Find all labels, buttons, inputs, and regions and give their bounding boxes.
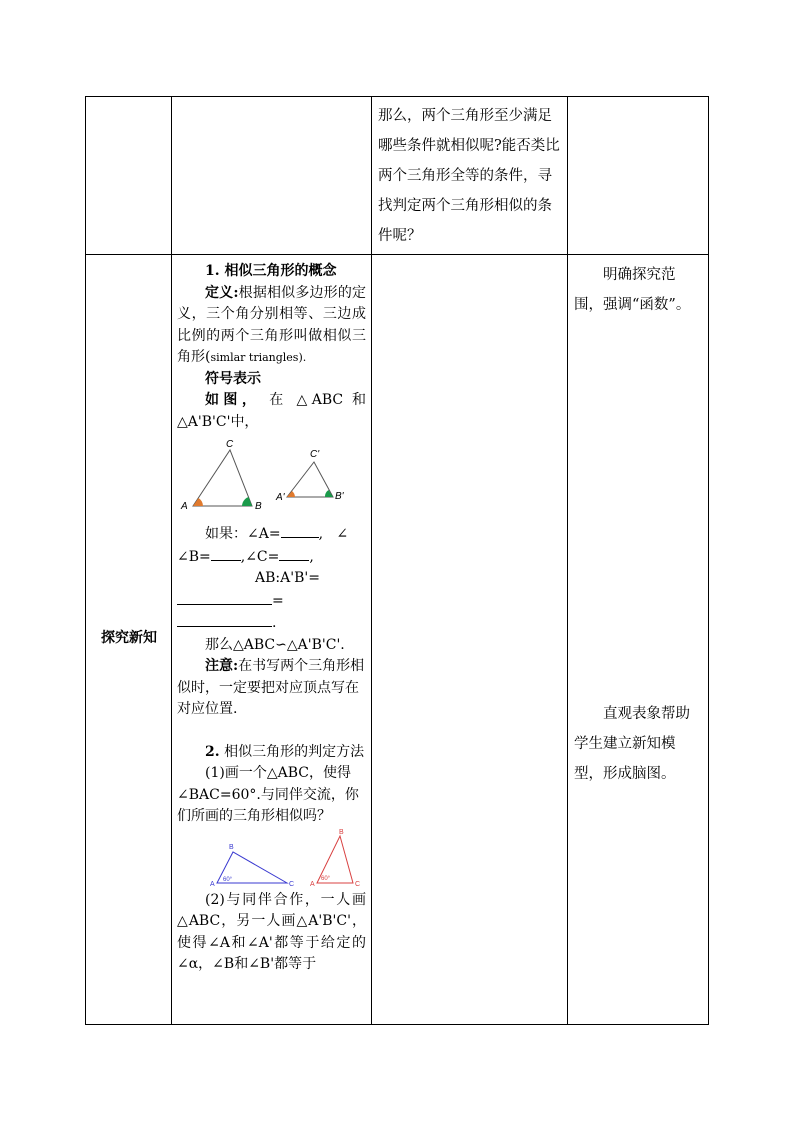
- symbol-title: 符号表示: [205, 370, 261, 387]
- ratio-line: AB:A'B'=: [255, 570, 320, 586]
- blank-angle-c: [279, 546, 309, 561]
- definition-text: 根据相似多边形的定义，三个角分别相等、三边成比例的两个三角形叫做相似三角形(: [177, 284, 367, 365]
- row-divider: [86, 254, 708, 255]
- blank-ratio-2: [177, 612, 272, 627]
- blank-angle-b: [211, 546, 241, 561]
- definition-paragraph: [177, 283, 366, 369]
- heading-concept: 1. 相似三角形的概念: [205, 263, 337, 279]
- heading-judgement: [177, 742, 366, 764]
- triangle-abc-prime-shape: [287, 462, 333, 497]
- label-a: A: [181, 501, 188, 512]
- definition-label: 定义:: [205, 284, 239, 301]
- triangle-abc: △ABC: [296, 392, 344, 408]
- if-text: 如果：∠A=: [205, 526, 281, 542]
- left-label-c: C: [289, 880, 295, 888]
- label-a-prime: A': [276, 492, 285, 503]
- and-text: 和: [352, 392, 366, 408]
- right-label-b: B: [339, 828, 344, 836]
- angle-60-figure: [177, 828, 366, 890]
- ratio-blank-line-2: [177, 612, 366, 635]
- label-b: B: [255, 501, 262, 512]
- note-label: 注意:: [205, 658, 239, 674]
- similar-triangles-figure: [177, 439, 366, 523]
- as-shown-label: 如图，: [205, 392, 261, 408]
- row1-question-text: 那么，两个三角形至少满足哪些条件就相似呢?能否类比两个三角形全等的条件，寻找判定两个三角形相似的条件呢？: [378, 108, 560, 244]
- ratio-blank-line: [177, 590, 366, 613]
- intent-text-1: 明确探究范围，强调“函数”。: [574, 267, 691, 313]
- heading2-text: 相似三角形的判定方法: [224, 743, 365, 760]
- left-label-b: B: [229, 843, 234, 851]
- step2-paragraph: (2)与同伴合作，一人画△ABC，另一人画△A'B'C'，使得∠A和∠A'都等于给定的∠α，∠B和∠B'都等于: [177, 891, 366, 972]
- right-label-c: C: [355, 880, 361, 888]
- spacer: [177, 721, 366, 742]
- label-c-prime: C': [310, 449, 320, 460]
- definition-end: ).: [298, 351, 307, 364]
- section-label: 探究新知: [101, 630, 157, 646]
- row2-content: [172, 257, 371, 976]
- angle-b-text: ∠B=: [177, 548, 211, 565]
- label-b-prime: B': [335, 491, 344, 502]
- triangle-abc-shape: [193, 450, 252, 506]
- blank-angle-a: [281, 523, 319, 538]
- as-shown-line: [177, 390, 366, 412]
- note-text: 在书写两个三角形相似时，一定要把对应顶点写在对应位置.: [177, 658, 365, 717]
- design-intent-2: [568, 695, 709, 789]
- right-label-a: A: [310, 880, 315, 888]
- column-divider: [567, 97, 568, 1024]
- then-line: 那么△ABC∽△A'B'C'.: [205, 636, 345, 653]
- triangle-abc-prime: △A'B'C': [177, 413, 231, 430]
- blank-ratio-1: [177, 590, 272, 605]
- angle-c-text: ∠C=: [245, 548, 280, 565]
- left-angle-label: 60°: [223, 876, 233, 883]
- period-sign: .: [272, 615, 277, 631]
- triangle-line: [177, 412, 366, 434]
- row1-teacher-activity: [372, 97, 567, 251]
- if-line: 如果：∠A= , ∠: [177, 523, 366, 546]
- in-text: 在: [269, 392, 288, 408]
- heading2-number: 2.: [205, 743, 220, 760]
- intent-text-2: 直观表象帮助学生建立新知模型，形成脑图。: [574, 706, 690, 782]
- right-angle-label: 60°: [321, 875, 331, 882]
- definition-english: simlar triangles: [210, 351, 299, 364]
- note-paragraph: [177, 656, 366, 721]
- lesson-table: [85, 96, 709, 1025]
- step1-paragraph: (1)画一个△ABC，使得∠BAC=60°.与同伴交流，你们所画的三角形相似吗？: [177, 765, 359, 824]
- angle-a-marker: [193, 498, 203, 506]
- angle-line: ∠B= ,∠C= ,: [177, 546, 366, 569]
- design-intent-1: [568, 256, 709, 320]
- zhong-text: 中，: [230, 413, 259, 430]
- equals-sign: =: [272, 592, 284, 609]
- label-c: C: [226, 439, 234, 450]
- angle-b-prime-marker: [325, 490, 333, 497]
- left-label-a: A: [210, 880, 215, 888]
